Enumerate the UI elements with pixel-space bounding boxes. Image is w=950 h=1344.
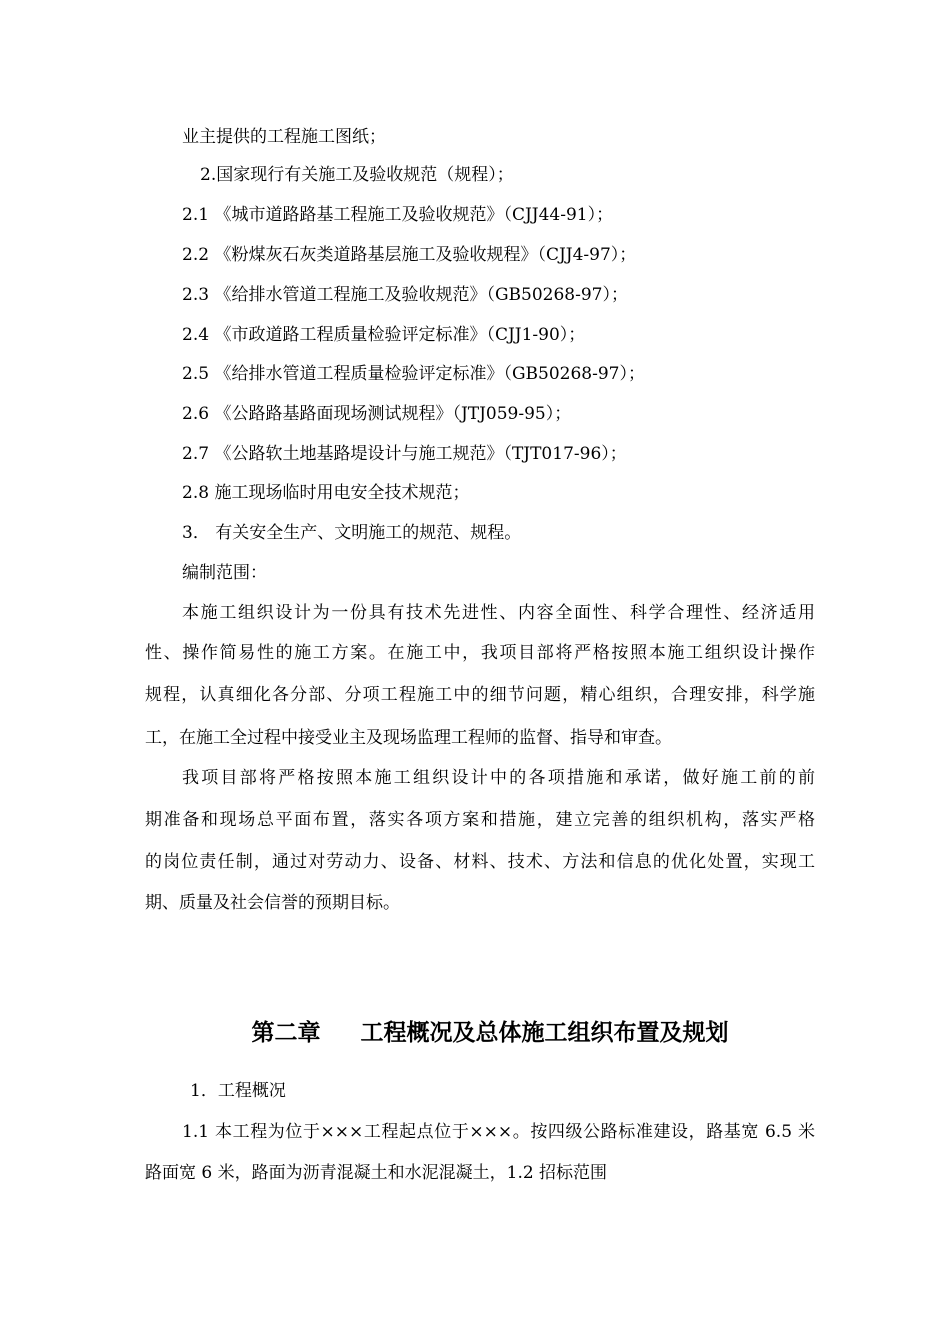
text-line-scope-label: 编制范围：	[182, 563, 267, 583]
text-line-2-4: 2.4 《市政道路工程质量检验评定标准》（CJJ1-90）；	[182, 325, 586, 345]
text-line-2-2: 2.2 《粉煤灰石灰类道路基层施工及验收规程》（CJJ4-97）；	[182, 245, 637, 265]
text-line-2-1: 2.1 《城市道路路基工程施工及验收规范》（CJJ44-91）；	[182, 205, 614, 225]
paragraph-line: 本施工组织设计为一份具有技术先进性、内容全面性、科学合理性、经济适用	[182, 603, 815, 623]
paragraph-line: 性、操作简易性的施工方案。在施工中，我项目部将严格按照本施工组织设计操作	[145, 643, 815, 663]
text-line-2-3: 2.3 《给排水管道工程施工及验收规范》（GB50268-97）；	[182, 285, 628, 305]
text-line-2-5: 2.5 《给排水管道工程质量检验评定标准》（GB50268-97）；	[182, 364, 645, 384]
section-title: 1．工程概况	[190, 1081, 286, 1101]
paragraph-line: 期、质量及社会信誉的预期目标。	[145, 893, 400, 913]
paragraph-line: 1.1 本工程为位于×××工程起点位于×××。按四级公路标准建设，路基宽 6.5 米	[182, 1122, 815, 1142]
paragraph-line: 工，在施工全过程中接受业主及现场监理工程师的监督、指导和审查。	[145, 728, 672, 748]
text-line-2-7: 2.7 《公路软土地基路堤设计与施工规范》（TJT017-96）；	[182, 444, 627, 464]
paragraph-line: 的岗位责任制，通过对劳动力、设备、材料、技术、方法和信息的优化处置，实现工	[145, 852, 815, 872]
paragraph-line: 规程，认真细化各分部、分项工程施工中的细节问题，精心组织，合理安排，科学施	[145, 685, 815, 705]
text-line-national-standards: 2.国家现行有关施工及验收规范（规程）；	[200, 165, 514, 185]
paragraph-line: 我项目部将严格按照本施工组织设计中的各项措施和承诺，做好施工前的前	[182, 768, 815, 788]
paragraph-line: 路面宽 6 米，路面为沥青混凝土和水泥混凝土，1.2 招标范围	[145, 1163, 608, 1183]
text-line-2-6: 2.6 《公路路基路面现场测试规程》（JTJ059-95）；	[182, 404, 572, 424]
chapter-heading: 第二章 工程概况及总体施工组织布置及规划	[251, 1019, 729, 1046]
text-line-3: 3． 有关安全生产、文明施工的规范、规程。	[182, 523, 522, 543]
text-line-owner-drawings: 业主提供的工程施工图纸；	[182, 127, 386, 147]
text-line-2-8: 2.8 施工现场临时用电安全技术规范；	[182, 483, 470, 503]
paragraph-line: 期准备和现场总平面布置，落实各项方案和措施，建立完善的组织机构，落实严格	[145, 810, 815, 830]
